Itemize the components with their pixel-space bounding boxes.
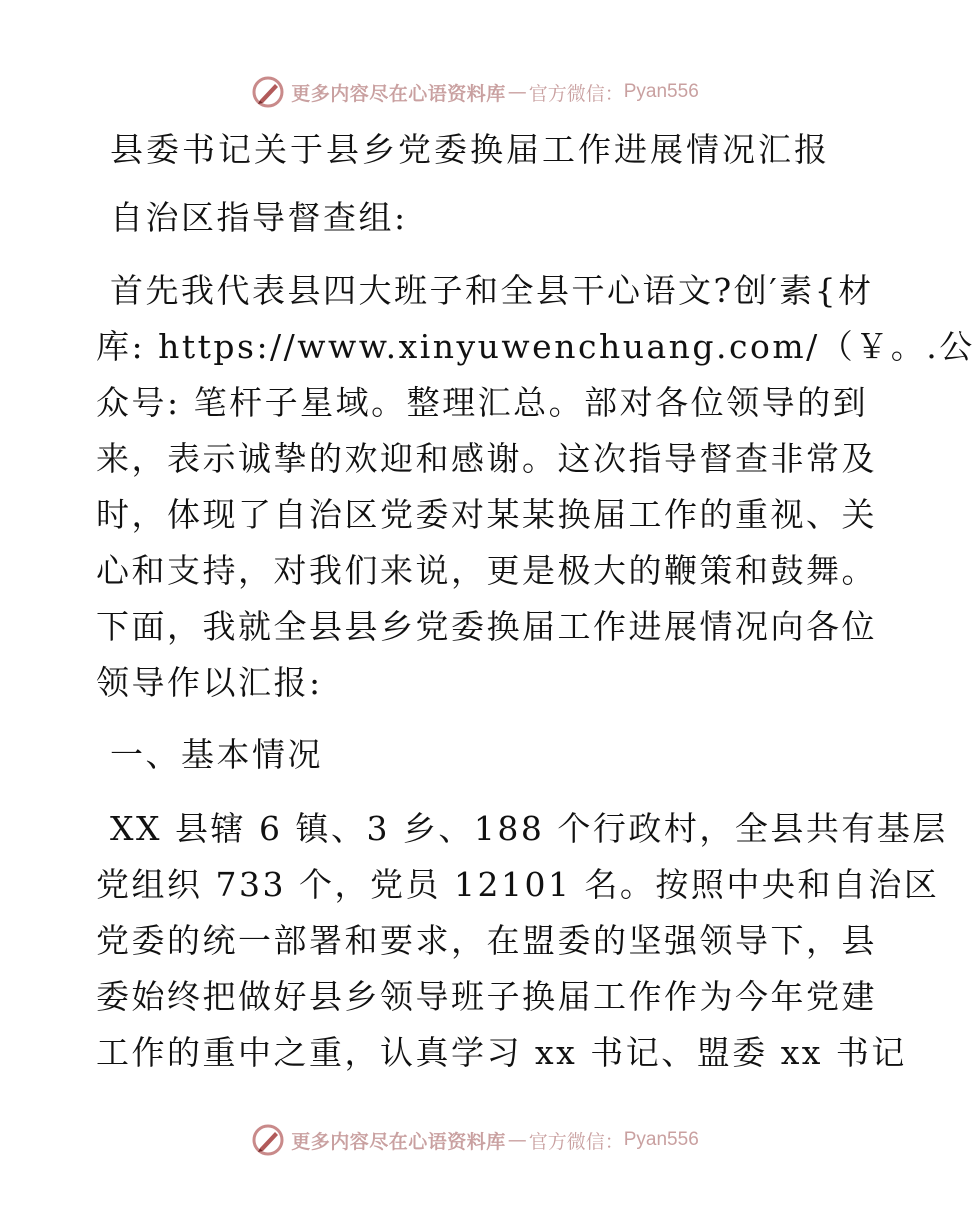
- watermark-separator: —: [507, 81, 527, 103]
- text-line: 心和支持，对我们来说，更是极大的鞭策和鼓舞。: [96, 551, 877, 590]
- text-line: 下面，我就全县县乡党委换届工作进展情况向各位: [96, 607, 877, 646]
- watermark-main-text: 更多内容尽在心语资料库: [291, 1130, 506, 1153]
- text-line: 工作的重中之重，认真学习 xx 书记、盟委 xx 书记: [96, 1033, 907, 1072]
- watermark-id: Pyan556: [623, 81, 699, 102]
- watermark-id: Pyan556: [623, 1129, 699, 1150]
- document-title: 县委书记关于县乡党委换届工作进展情况汇报: [110, 130, 830, 169]
- text-line: 领导作以汇报:: [96, 663, 323, 702]
- paragraph-intro: [96, 263, 975, 711]
- watermark-label: 官方微信：: [528, 1130, 624, 1153]
- watermark-main-text: 更多内容尽在心语资料库: [291, 82, 506, 105]
- paragraph-basic-situation: [96, 801, 948, 1081]
- text-line: 党委的统一部署和要求，在盟委的坚强领导下，县: [96, 921, 877, 960]
- text-line: 来，表示诚挚的欢迎和感谢。这次指导督查非常及: [96, 439, 877, 478]
- text-line: XX 县辖 6 镇、3 乡、188 个行政村，全县共有基层: [110, 809, 948, 848]
- text-line: 首先我代表县四大班子和全县干心语文?创′素{材: [110, 271, 874, 310]
- text-line: 党组织 733 个，党员 12101 名。按照中央和自治区: [96, 865, 940, 904]
- addressee: 自治区指导督查组:: [110, 198, 408, 237]
- document-body: [96, 120, 975, 1097]
- pen-logo-icon: [251, 75, 285, 109]
- pen-logo-icon: [251, 1123, 285, 1157]
- watermark-footer: [0, 1120, 950, 1160]
- watermark-label: 官方微信：: [528, 82, 624, 105]
- text-line: 库: https://www.xinyuwenchuang.com/（￥。.公: [96, 327, 975, 366]
- text-line: 委始终把做好县乡领导班子换届工作作为今年党建: [96, 977, 877, 1016]
- section-heading: 一、基本情况: [110, 735, 323, 774]
- text-line: 时，体现了自治区党委对某某换届工作的重视、关: [96, 495, 877, 534]
- text-line: 众号: 笔杆子星域。整理汇总。部对各位领导的到: [96, 383, 869, 422]
- watermark-separator: —: [507, 1129, 527, 1151]
- watermark-header: [0, 72, 950, 112]
